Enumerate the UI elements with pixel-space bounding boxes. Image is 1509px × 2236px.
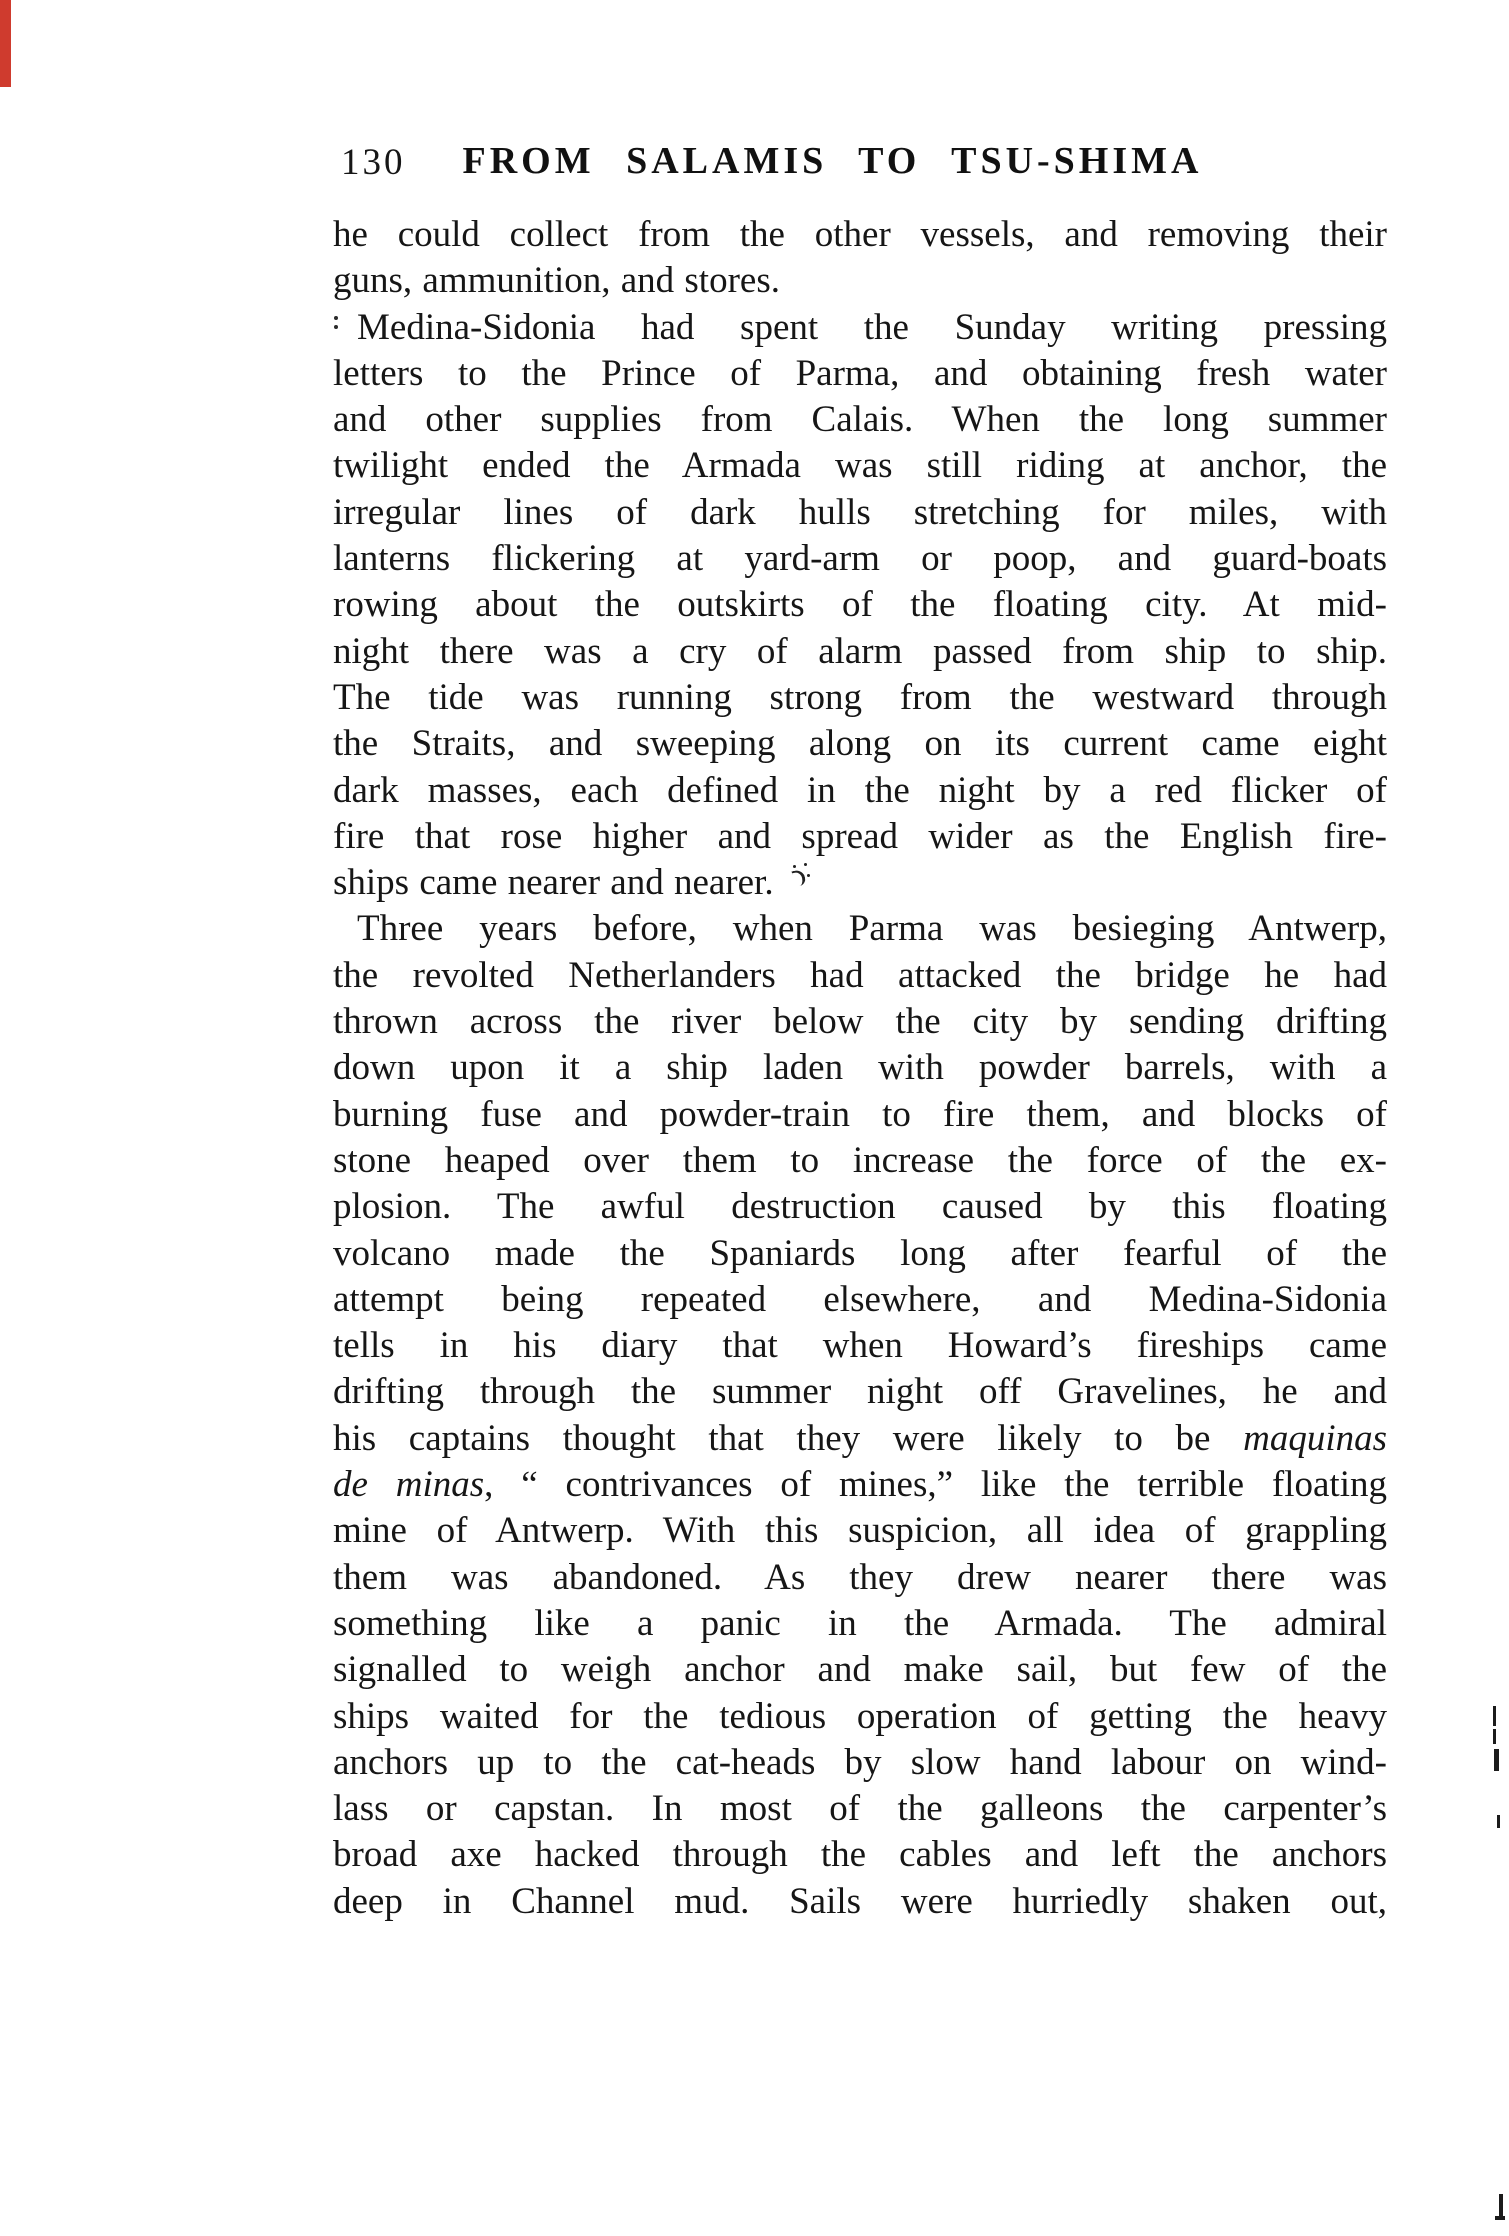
text-run: burning fuse and powder-train to fire them, and blocks of: [333, 1093, 1387, 1135]
text-run: guns, ammunition, and stores.: [333, 260, 780, 302]
text-line: [333, 906, 1387, 952]
text-run: drifting through the summer night off Gravelines, he and: [333, 1371, 1387, 1413]
text-line: [333, 351, 1387, 397]
text-run: down upon it a ship laden with powder barrels, with a: [333, 1047, 1387, 1089]
text-run: The tide was running strong from the westward through: [333, 676, 1387, 718]
pen-stroke-right-margin: [1493, 1729, 1496, 1744]
text-line: [333, 629, 1387, 675]
text-line: [333, 1740, 1387, 1786]
text-line: [333, 1601, 1387, 1647]
text-run: ships waited for the tedious operation of getting the heavy: [333, 1695, 1387, 1737]
pen-stroke-bottom-right: [1499, 2194, 1503, 2220]
text-line: [333, 1832, 1387, 1878]
text-line: [333, 999, 1387, 1045]
text-line: [333, 953, 1387, 999]
red-edge-strip: [0, 0, 11, 87]
text-run: anchors up to the cat-heads by slow hand labour on wind-: [333, 1741, 1387, 1783]
text-run: night there was a cry of alarm passed from ship to ship.: [333, 630, 1387, 672]
text-run: broad axe hacked through the cables and left the anchors: [333, 1834, 1387, 1876]
text-run: thrown across the river below the city by sending drifting: [333, 1001, 1387, 1043]
text-line: [333, 1277, 1387, 1323]
text-run: volcano made the Spaniards long after fearful of the: [333, 1232, 1387, 1274]
text-line: [333, 814, 1387, 860]
pen-stroke-right-margin: [1493, 1706, 1496, 1726]
text-line: [333, 212, 1387, 258]
text-run: twilight ended the Armada was still riding at anchor, the: [333, 445, 1387, 487]
page-number: 130: [341, 142, 406, 183]
text-run: attempt being repeated elsewhere, and Medina-Sidonia: [333, 1278, 1387, 1320]
pen-stroke-right-margin: [1494, 1749, 1499, 1771]
text-run: ships came nearer and nearer.: [333, 862, 774, 904]
text-line: [333, 1694, 1387, 1740]
text-run: he could collect from the other vessels, and removing their: [333, 214, 1387, 255]
text-run: signalled to weigh anchor and make sail, but few of the: [333, 1649, 1387, 1691]
text-line: [333, 1231, 1387, 1277]
ink-smudge: [790, 864, 810, 892]
text-line: [333, 721, 1387, 767]
text-run: Medina-Sidonia had spent the Sunday writing pressing: [357, 306, 1387, 348]
text-line: [333, 1138, 1387, 1184]
text-line: [333, 1045, 1387, 1091]
text-run: something like a panic in the Armada. The admiral: [333, 1602, 1387, 1644]
text-line: [333, 1462, 1387, 1508]
text-line: [333, 582, 1387, 628]
text-run: rowing about the outskirts of the floating city. At mid-: [333, 584, 1387, 626]
text-run: irregular lines of dark hulls stretching for miles, with: [333, 491, 1387, 533]
italic-text: maquinas: [1243, 1417, 1387, 1459]
italic-text: de minas: [333, 1464, 485, 1506]
text-line: [333, 443, 1387, 489]
text-run: and other supplies from Calais. When the long summer: [333, 399, 1387, 441]
text-line: [333, 860, 1387, 906]
text-run: the Straits, and sweeping along on its current came eight: [333, 723, 1387, 765]
text-run: , “ contrivances of mines,” like the terrible floating: [484, 1464, 1387, 1506]
text-line: [333, 490, 1387, 536]
text-line: [333, 675, 1387, 721]
text-line: [333, 305, 1387, 351]
text-run: letters to the Prince of Parma, and obtaining fresh water: [333, 352, 1387, 394]
ink-speck: [334, 316, 338, 320]
text-run: lass or capstan. In most of the galleons the carpenter’s: [333, 1788, 1387, 1830]
text-line: [333, 1508, 1387, 1554]
body-text: [333, 212, 1387, 1925]
text-line: [333, 1647, 1387, 1693]
text-run: mine of Antwerp. With this suspicion, all idea of grappling: [333, 1510, 1387, 1552]
text-line: [333, 397, 1387, 443]
text-run: deep in Channel mud. Sails were hurriedly shaken out,: [333, 1880, 1387, 1922]
text-line: [333, 1323, 1387, 1369]
text-line: [333, 1786, 1387, 1832]
text-run: plosion. The awful destruction caused by this floating: [333, 1186, 1387, 1228]
text-run: the revolted Netherlanders had attacked the bridge he had: [333, 954, 1387, 996]
text-run: lanterns flickering at yard-arm or poop, and guard-boats: [333, 538, 1387, 580]
pen-stroke-right-margin: [1497, 1815, 1500, 1828]
text-line: [333, 1416, 1387, 1462]
text-line: [333, 536, 1387, 582]
text-run: them was abandoned. As they drew nearer there was: [333, 1556, 1387, 1598]
text-run: Three years before, when Parma was besieging Antwerp,: [357, 908, 1387, 950]
text-line: [333, 1184, 1387, 1230]
text-run: tells in his diary that when Howard’s fireships came: [333, 1325, 1387, 1367]
text-run: stone heaped over them to increase the force of the ex-: [333, 1139, 1387, 1181]
text-line: [333, 1879, 1387, 1925]
text-line: [333, 1369, 1387, 1415]
text-run: dark masses, each defined in the night by a red flicker of: [333, 769, 1387, 811]
text-line: [333, 1555, 1387, 1601]
text-line: [333, 768, 1387, 814]
text-run: fire that rose higher and spread wider as the English fire-: [333, 815, 1387, 857]
text-run: his captains thought that they were likely to be: [333, 1417, 1244, 1459]
text-line: [333, 258, 1387, 304]
running-title: FROM SALAMIS TO TSU-SHIMA: [462, 140, 1203, 182]
text-line: [333, 1092, 1387, 1138]
